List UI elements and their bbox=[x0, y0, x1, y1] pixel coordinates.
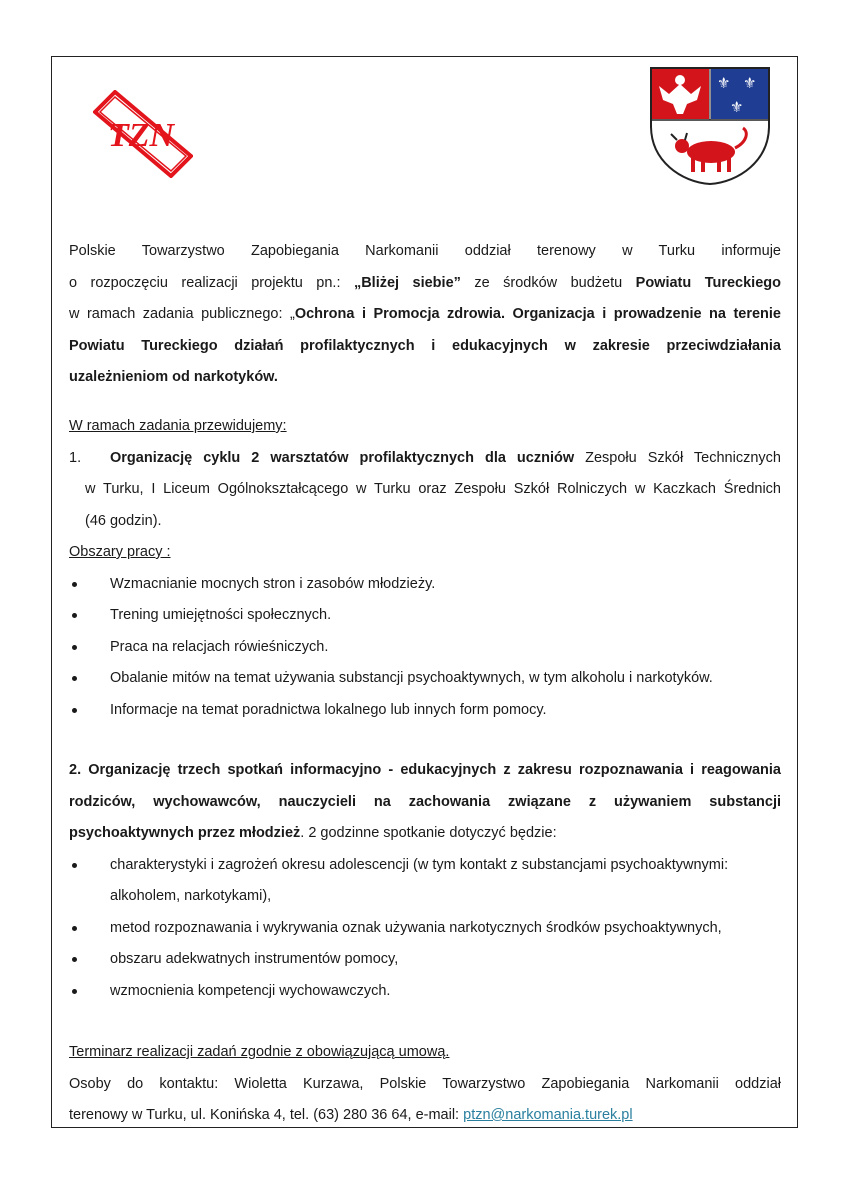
bullet-icon bbox=[72, 645, 77, 650]
tzn-logo bbox=[93, 90, 193, 178]
task-title: Powiatu Tureckiego działań profilaktycznych i edukacyjnych w zakresie przeciwdziałania bbox=[69, 337, 781, 354]
tzn-logo-text: TZN bbox=[107, 117, 175, 154]
meetings-title: psychoaktywnych przez młodzież bbox=[69, 825, 301, 841]
bullet-icon bbox=[72, 676, 77, 681]
list-item bbox=[69, 913, 781, 945]
schedule-note: Terminarz realizacji zadań zgodnie z obowiązującą umową. bbox=[69, 1044, 450, 1060]
contact-line: Osoby do kontaktu: Wioletta Kurzawa, Polskie Towarzystwo Zapobiegania Narkomanii oddział bbox=[69, 1075, 781, 1092]
list-item-text: Wzmacnianie mocnych stron i zasobów młodzieży. bbox=[110, 575, 436, 592]
svg-text:⚜: ⚜ bbox=[717, 74, 731, 92]
contact-line bbox=[69, 1100, 781, 1132]
bullet-icon bbox=[72, 863, 77, 868]
footer-section bbox=[69, 1037, 781, 1132]
list-item-text: Praca na relacjach rówieśniczych. bbox=[110, 638, 329, 655]
task-title: Ochrona i Promocja zdrowia. Organizacja i prowadzenie na terenie bbox=[294, 306, 781, 322]
list-item bbox=[69, 850, 781, 913]
bullet-icon bbox=[72, 957, 77, 962]
section-meetings bbox=[69, 755, 781, 1007]
text-span: terenowy w Turku, ul. Konińska 4, tel. (63) 280 36 64, e-mail: bbox=[69, 1107, 464, 1123]
project-name: „Bliżej siebie” bbox=[353, 274, 461, 291]
list-item-text: metod rozpoznawania i wykrywania oznak używania narkotycznych środków psychoaktywnych, bbox=[110, 919, 722, 936]
section-heading: W ramach zadania przewidujemy: bbox=[69, 418, 287, 434]
list-item bbox=[69, 600, 781, 632]
section2-line bbox=[69, 787, 781, 819]
section2-line bbox=[69, 818, 781, 850]
list-item-text: Trening umiejętności społecznych. bbox=[110, 607, 332, 623]
intro-line bbox=[69, 299, 781, 331]
list-item bbox=[69, 695, 781, 727]
meetings-title: rodziców, wychowawców, nauczycieli na zachowania związane z używaniem substancji bbox=[69, 793, 781, 810]
text-span: ze środków budżetu bbox=[460, 274, 636, 291]
bullet-icon bbox=[72, 926, 77, 931]
section-tasks bbox=[69, 411, 781, 726]
bullet-icon bbox=[72, 582, 77, 587]
meetings-title: 2. Organizację trzech spotkań informacyjno - edukacyjnych z zakresu rozpoznawania i reagowania bbox=[69, 762, 781, 778]
list-item-text: Informacje na temat poradnictwa lokalnego lub innych form pomocy. bbox=[110, 701, 547, 718]
intro-line bbox=[69, 362, 781, 394]
list-item bbox=[69, 976, 781, 1008]
text-span: w ramach zadania publicznego: „ bbox=[69, 306, 295, 322]
text-span: o rozpoczęciu realizacji projektu pn.: bbox=[69, 274, 354, 291]
task-title: uzależnieniom od narkotyków. bbox=[69, 369, 278, 385]
areas-heading: Obszary pracy : bbox=[69, 544, 171, 560]
bullet-icon bbox=[72, 708, 77, 713]
list-item-text: obszaru adekwatnych instrumentów pomocy, bbox=[110, 951, 399, 967]
list-item bbox=[69, 632, 781, 664]
intro-line bbox=[69, 331, 781, 363]
text-span: . 2 godzinne spotkanie dotyczyć będzie: bbox=[300, 825, 557, 841]
meetings-topics-list bbox=[69, 850, 781, 1008]
list-item-text: alkoholem, narkotykami), bbox=[110, 888, 272, 904]
item-number: 1. bbox=[69, 449, 82, 466]
bullet-icon bbox=[72, 989, 77, 994]
list-item bbox=[69, 944, 781, 976]
intro-paragraph bbox=[69, 236, 781, 394]
bullet-icon bbox=[72, 613, 77, 618]
task-item-line bbox=[69, 443, 781, 475]
list-item-text: Obalanie mitów na temat używania substancji psychoaktywnych, w tym alkoholu i narkotyków. bbox=[110, 670, 713, 686]
intro-line bbox=[69, 268, 781, 300]
intro-line: Polskie Towarzystwo Zapobiegania Narkomanii oddział terenowy w Turku informuje bbox=[69, 243, 781, 259]
powiat-name: Powiatu Tureckiego bbox=[635, 274, 781, 291]
list-item-text: charakterystyki i zagrożeń okresu adolescencji (w tym kontakt z substancjami psychoaktywnymi: bbox=[110, 856, 729, 873]
list-item bbox=[69, 663, 781, 695]
section2-line bbox=[69, 755, 781, 787]
list-item bbox=[69, 569, 781, 601]
email-link[interactable]: ptzn@narkomania.turek.pl bbox=[463, 1107, 633, 1123]
task-item-line: w Turku, I Liceum Ogólnokształcącego w Turku oraz Zespołu Szkół Rolniczych w Kaczkach Średnich bbox=[85, 481, 781, 497]
svg-text:⚜: ⚜ bbox=[743, 74, 757, 92]
task-item-line: (46 godzin). bbox=[85, 512, 162, 529]
text-span: Zespołu Szkół Technicznych bbox=[574, 449, 781, 466]
item-title: Organizację cyklu 2 warsztatów profilaktycznych dla uczniów bbox=[110, 449, 575, 466]
list-item-text: wzmocnienia kompetencji wychowawczych. bbox=[110, 982, 391, 999]
coat-of-arms-icon bbox=[649, 66, 771, 186]
svg-text:⚜: ⚜ bbox=[730, 98, 744, 116]
areas-list bbox=[69, 569, 781, 727]
